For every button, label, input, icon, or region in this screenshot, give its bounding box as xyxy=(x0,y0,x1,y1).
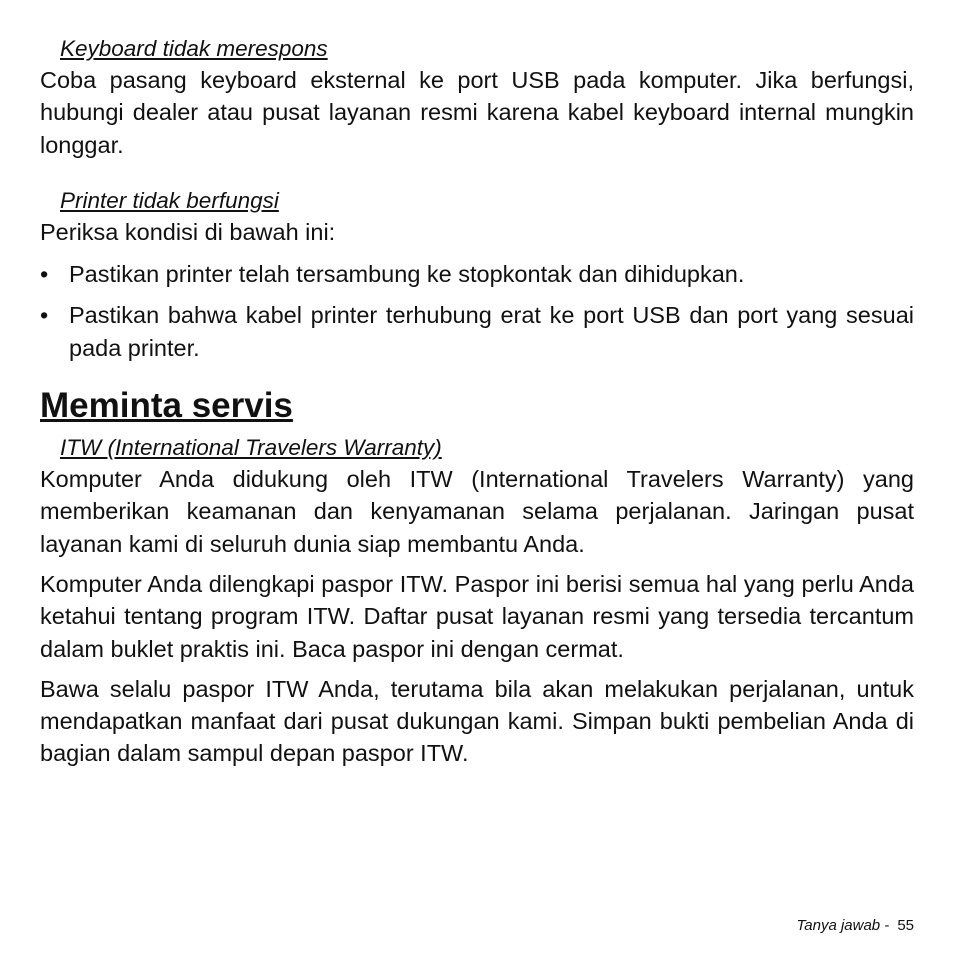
printer-heading: Printer tidak berfungsi xyxy=(60,187,279,213)
itw-paragraph-2: Komputer Anda dilengkapi paspor ITW. Paspor ini berisi semua hal yang perlu Anda ketahui tentang program ITW. Daftar pusat layanan resmi yang tersedia tercantum dalam buklet praktis ini. Baca paspor ini dengan cermat. xyxy=(40,570,914,662)
bullet-text: Pastikan printer telah tersambung ke stopkontak dan dihidupkan. xyxy=(69,261,745,288)
bullet-text: Pastikan bahwa kabel printer terhubung erat ke port USB dan port yang sesuai pada printer. xyxy=(69,302,914,361)
keyboard-paragraph: Coba pasang keyboard eksternal ke port USB pada komputer. Jika berfungsi, hubungi dealer atau pusat layanan resmi karena kabel keyboard internal mungkin longgar. xyxy=(40,67,914,158)
itw-heading: ITW (International Travelers Warranty) xyxy=(60,435,442,461)
printer-intro: Periksa kondisi di bawah ini: xyxy=(40,218,336,245)
footer-section-label: Tanya jawab - xyxy=(796,917,890,934)
document-page xyxy=(40,34,914,770)
list-item xyxy=(40,258,914,290)
printer-bullet-list xyxy=(40,258,914,364)
service-title: Meminta servis xyxy=(40,386,293,426)
bullet-icon: • xyxy=(40,302,49,329)
itw-paragraph-1: Komputer Anda didukung oleh ITW (International Travelers Warranty) yang memberikan keamanan dan kenyamanan selama perjalanan. Jaringan pusat layanan kami di seluruh dunia siap membantu Anda. xyxy=(40,466,914,557)
keyboard-heading: Keyboard tidak merespons xyxy=(60,36,328,61)
page-number: 55 xyxy=(897,917,914,934)
bullet-icon: • xyxy=(40,261,49,288)
page-footer xyxy=(796,917,914,934)
itw-paragraph-3: Bawa selalu paspor ITW Anda, terutama bila akan melakukan perjalanan, untuk mendapatkan manfaat dari pusat dukungan kami. Simpan bukti pembelian Anda di bagian dalam sampul depan paspor ITW. xyxy=(40,675,914,767)
list-item xyxy=(40,299,914,364)
